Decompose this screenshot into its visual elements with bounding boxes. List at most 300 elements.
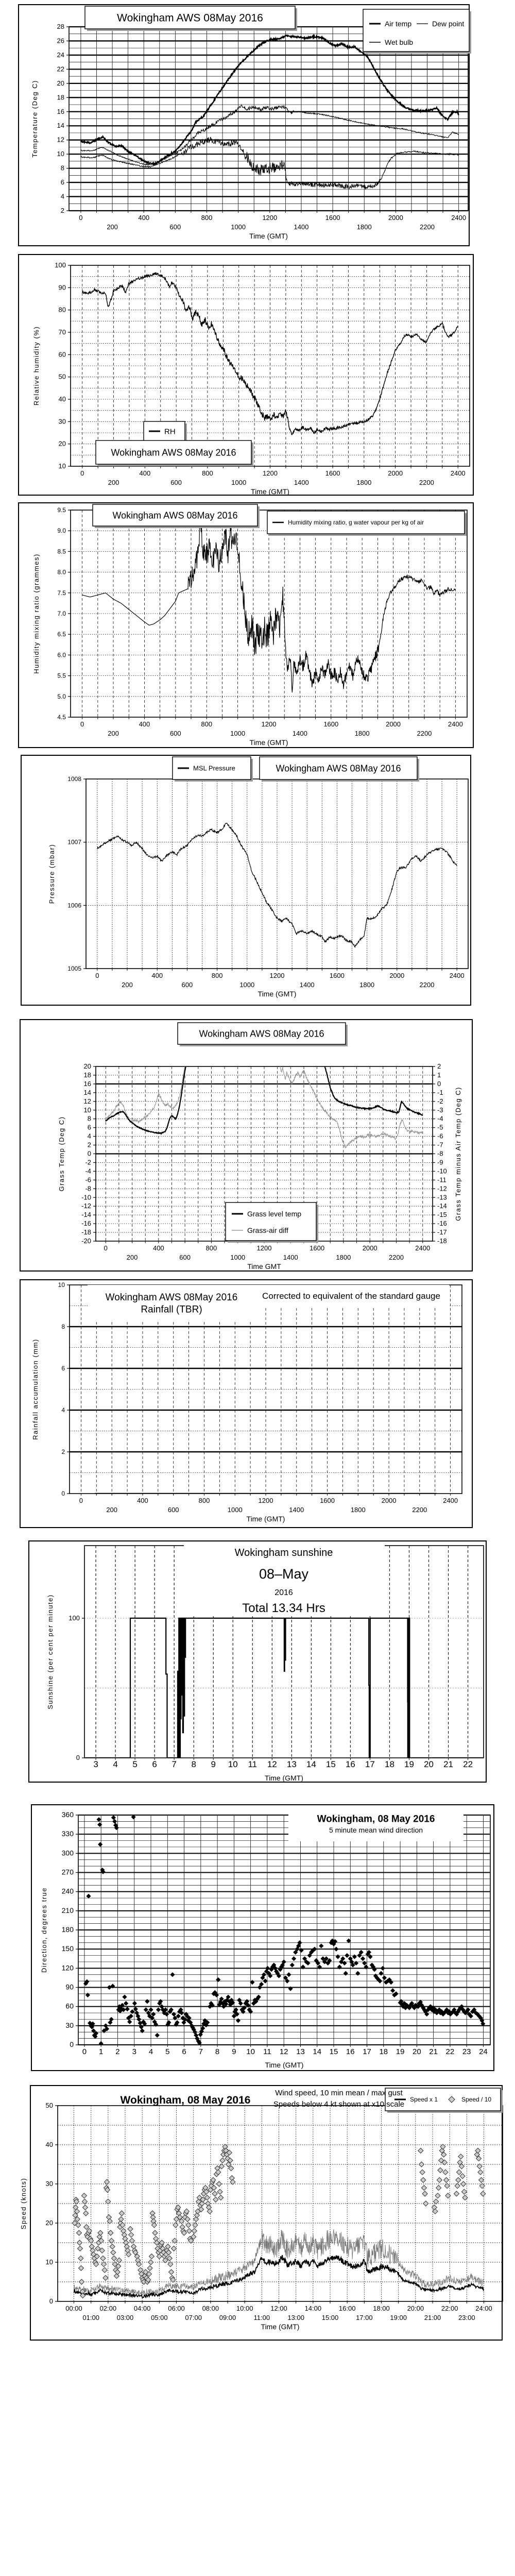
series-group [106, 1055, 423, 1148]
x-tick: 0 [80, 720, 84, 728]
x-tick: 2400 [448, 720, 463, 728]
x-tick: 24:00 [475, 2304, 492, 2312]
box-title: Wokingham AWS 08May 2016 [112, 510, 238, 521]
x-tick: 11 [263, 2047, 271, 2056]
y2-tick: -17 [437, 1228, 447, 1236]
legend-label: Humidity mixing ratio, g water vapour per kg of air [288, 519, 424, 527]
x-tick: 1600 [310, 1244, 325, 1252]
x-tick: 1200 [269, 972, 285, 979]
y-tick: 10 [58, 1281, 65, 1289]
x-tick: 2200 [420, 223, 435, 231]
y-tick: 5.5 [57, 672, 66, 680]
x-tick: 1800 [354, 730, 370, 737]
y-tick: 9.5 [57, 506, 66, 514]
box-title: Wokingham, 08 May 2016 [317, 1814, 435, 1825]
y-tick: 16 [83, 1079, 91, 1088]
x-tick: 19:00 [390, 2314, 407, 2321]
y-tick: 10 [45, 2258, 53, 2266]
x-tick: 8 [191, 1759, 196, 1769]
y2-tick: -14 [437, 1202, 447, 1210]
x-tick: 600 [170, 479, 182, 486]
y-tick: 1007 [67, 838, 81, 846]
x-tick: 24 [479, 2047, 488, 2056]
panel-sunshine [28, 1540, 487, 1783]
y-tick: 330 [61, 1829, 74, 1838]
y-axis-label: Pressure (mbar) [48, 843, 56, 904]
y-tick: 50 [45, 2102, 53, 2109]
y2-tick: -13 [437, 1193, 447, 1201]
x-tick: 12 [279, 2047, 288, 2056]
x-tick: 2400 [443, 1497, 458, 1504]
x-tick: 200 [108, 479, 119, 486]
x-tick: 3 [93, 1759, 98, 1769]
x-tick: 800 [211, 972, 223, 979]
y2-tick: -4 [437, 1114, 443, 1123]
x-tick: 16 [346, 2047, 355, 2056]
x-tick: 21:00 [424, 2314, 441, 2321]
y2-tick: -16 [437, 1219, 447, 1228]
y-tick: 0 [76, 1754, 80, 1761]
x-axis-label: Time (GMT) [258, 990, 297, 998]
y2-tick: -12 [437, 1184, 447, 1193]
x-tick: 18 [385, 1759, 394, 1769]
x-tick: 800 [198, 1497, 210, 1504]
series-Grass-air diff [106, 1055, 423, 1148]
x-tick: 6 [182, 2047, 186, 2056]
y-axis-label: Speed (knots) [20, 2177, 27, 2230]
x-tick: 17:00 [356, 2314, 373, 2321]
x-tick: 0 [79, 214, 83, 222]
y-tick: 8 [60, 164, 64, 172]
x-tick: 800 [202, 469, 213, 477]
x-tick: 04:00 [133, 2304, 151, 2312]
x-tick: 15 [329, 2047, 338, 2056]
y-axis-label: Rainfall accumulation (mm) [31, 1338, 39, 1440]
x-tick: 12:00 [270, 2304, 287, 2312]
x-tick: 13 [286, 1759, 297, 1769]
x-tick: 1000 [227, 1506, 243, 1514]
grid [69, 27, 468, 213]
x-tick: 1400 [289, 1506, 304, 1514]
y-tick: -14 [81, 1211, 91, 1219]
x-tick: 400 [152, 1244, 164, 1252]
x-tick: 2000 [388, 469, 403, 477]
x-tick: 0 [104, 1244, 108, 1252]
x-tick: 1600 [323, 720, 339, 728]
legend-label: Grass level temp [247, 1209, 302, 1218]
x-tick: 6 [152, 1759, 157, 1769]
x-tick: 2200 [419, 981, 435, 989]
y-tick: 12 [83, 1097, 91, 1105]
x-tick: 0 [80, 469, 84, 477]
y-tick: 2 [87, 1141, 91, 1149]
x-tick: 1400 [283, 1253, 298, 1261]
chart-text: 2016 [274, 1588, 293, 1597]
y-tick: 8 [87, 1114, 91, 1123]
x-tick: 16 [345, 1759, 355, 1769]
x-tick: 2200 [417, 730, 432, 737]
y-tick: 20 [45, 2219, 53, 2227]
x-tick: 1400 [294, 479, 309, 486]
x-tick: 2 [115, 2047, 120, 2056]
x-tick: 1000 [239, 981, 255, 989]
x-axis-label: Time (GMT) [251, 487, 289, 496]
x-tick: 2200 [389, 1253, 404, 1261]
y-tick: -2 [85, 1158, 91, 1166]
y2-tick: -18 [437, 1237, 447, 1245]
x-tick: 1000 [230, 1253, 246, 1261]
y-tick: 4 [87, 1132, 91, 1140]
x-tick: 01:00 [82, 2314, 99, 2321]
y-tick: 14 [83, 1088, 91, 1096]
x-tick: 10 [228, 1759, 238, 1769]
x-tick: 600 [169, 223, 181, 231]
chart-canvas-wind-speed [20, 2086, 502, 2340]
y-tick: -12 [81, 1202, 91, 1210]
y2-tick: 2 [437, 1062, 441, 1070]
x-tick: 21 [443, 1759, 454, 1769]
panel-air-temperature [18, 4, 470, 246]
x-tick: 2200 [419, 479, 434, 486]
x-tick: 2400 [449, 972, 465, 979]
x-axis-label: Time (GMT) [249, 232, 288, 240]
legend-label: Grass-air diff [247, 1226, 288, 1234]
x-tick: 9 [211, 1759, 216, 1769]
x-tick: 02:00 [99, 2304, 117, 2312]
x-tick: 1800 [350, 1506, 366, 1514]
x-tick: 1600 [325, 214, 340, 222]
y2-tick: -1 [437, 1088, 443, 1096]
x-tick: 2400 [450, 469, 466, 477]
y-tick: 9.0 [57, 527, 66, 535]
y-tick: -10 [81, 1193, 91, 1201]
x-tick: 16:00 [338, 2304, 356, 2312]
x-tick: 06:00 [168, 2304, 185, 2312]
y-tick: 270 [61, 1868, 74, 1876]
chart-text: 08–May [259, 1566, 309, 1582]
y-tick: 26 [57, 37, 64, 45]
legend-box [363, 9, 469, 52]
box-title: Wokingham AWS 08May 2016 [111, 447, 236, 458]
y-tick: 2 [60, 207, 64, 214]
grid [58, 2106, 503, 2303]
chart-text: Wokingham, 08 May 2016 [120, 2094, 251, 2106]
panel-wind-speed [20, 2085, 503, 2341]
x-tick: 23 [462, 2047, 471, 2056]
x-tick: 7 [198, 2047, 203, 2056]
y-tick: 80 [58, 306, 66, 314]
y-tick: 7.5 [57, 589, 66, 597]
y2-tick: -15 [437, 1211, 447, 1219]
y-tick: 10 [58, 462, 66, 470]
x-tick: 600 [169, 730, 181, 737]
y2-tick: -11 [437, 1176, 447, 1184]
box-title: Wokingham AWS 08May 2016 [117, 12, 263, 24]
y-tick: 40 [45, 2141, 53, 2148]
x-tick: 20 [424, 1759, 434, 1769]
y-tick: 20 [83, 1062, 91, 1070]
y-tick: -8 [85, 1184, 91, 1193]
chart-canvas-rainfall [21, 1280, 472, 1527]
y-tick: 20 [58, 439, 66, 448]
y-tick: 4 [61, 1406, 65, 1414]
text-box [88, 1285, 255, 1321]
y-tick: 210 [61, 1906, 74, 1914]
chart-canvas-relative-humidity [19, 255, 473, 495]
y2-tick: -3 [437, 1106, 443, 1114]
panel-humidity-mixing-ratio [18, 502, 474, 748]
legend-label: Dew point [432, 19, 465, 28]
x-tick: 4 [113, 1759, 118, 1769]
x-tick: 23:00 [458, 2314, 475, 2321]
y-tick: 10 [83, 1106, 91, 1114]
x-tick: 1200 [263, 469, 278, 477]
box-title: Wokingham AWS 08May 2016 [199, 1028, 324, 1039]
x-tick: 1600 [325, 469, 340, 477]
y-tick: -4 [85, 1167, 91, 1175]
legend-label: Air temp [385, 19, 412, 28]
chart-canvas-wind-direction [32, 1805, 493, 2070]
chart-canvas-sunshine [29, 1541, 486, 1782]
panel-grass-temperature [20, 1019, 473, 1272]
x-tick: 03:00 [116, 2314, 134, 2321]
legend-label: Speed x 1 [410, 2096, 438, 2104]
x-tick: 1200 [258, 1497, 273, 1504]
x-tick: 18:00 [373, 2304, 390, 2312]
y-tick: 30 [65, 2021, 74, 2029]
y-tick: 0 [70, 2040, 74, 2048]
x-tick: 5 [132, 1759, 138, 1769]
x-tick: 2000 [362, 1244, 377, 1252]
axes [32, 506, 463, 747]
y-tick: 1008 [67, 775, 81, 783]
y-tick: 150 [61, 1944, 74, 1953]
grid [78, 1815, 490, 2047]
box-title: Rainfall (TBR) [141, 1304, 202, 1315]
x-tick: 200 [106, 1506, 118, 1514]
panel-msl-pressure [21, 755, 471, 1006]
box-title: Corrected to equivalent of the standard gauge [262, 1291, 440, 1301]
x-tick: 05:00 [151, 2314, 168, 2321]
x-tick: 19 [404, 1759, 414, 1769]
chart-canvas-grass-temperature [21, 1020, 472, 1270]
chart-canvas-air-temperature [19, 5, 469, 245]
x-tick: 12 [267, 1759, 277, 1769]
x-tick: 3 [132, 2047, 136, 2056]
y2-tick: -7 [437, 1141, 443, 1149]
chart-text: Speeds below 4 kt shown at x10 scale [273, 2100, 405, 2109]
x-tick: 09:00 [219, 2314, 236, 2321]
x-tick: 1800 [356, 479, 372, 486]
x-tick: 800 [205, 1244, 217, 1252]
legend-label: MSL Pressure [193, 764, 235, 772]
y2-tick: 1 [437, 1071, 441, 1079]
y-tick: 22 [57, 65, 64, 73]
y-tick: 6 [87, 1123, 91, 1131]
x-axis-label: Time GMT [247, 1262, 281, 1270]
y-tick: 300 [61, 1849, 74, 1857]
y-tick: 10 [57, 150, 64, 158]
x-tick: 22 [463, 1759, 473, 1769]
x-tick: 400 [139, 469, 151, 477]
x-tick: 2000 [389, 972, 405, 979]
x-tick: 1400 [299, 981, 315, 989]
x-tick: 11:00 [253, 2314, 270, 2321]
y-tick: 180 [61, 1925, 74, 1934]
x-tick: 11 [248, 1759, 258, 1769]
y-tick: 90 [58, 283, 66, 292]
y-axis-label: Temperature (Deg C) [31, 80, 39, 158]
y-tick: 50 [58, 372, 66, 381]
x-axis-label: Time (GMT) [246, 1515, 285, 1523]
y-axis-label: Relative humidity (%) [32, 326, 40, 406]
y-tick: 0 [49, 2297, 53, 2305]
x-tick: 13:00 [287, 2314, 304, 2321]
y-axis-label: Sunshine (per cent per minute) [46, 1594, 54, 1709]
x-tick: 2200 [412, 1506, 427, 1514]
y-tick: 40 [58, 395, 66, 403]
x-tick: 17 [365, 1759, 375, 1769]
x-tick: 600 [181, 981, 193, 989]
x-tick: 1800 [336, 1253, 351, 1261]
y-tick: 4 [60, 192, 64, 200]
x-axis-label: Time (GMT) [265, 1774, 303, 1782]
y2-tick: -10 [437, 1167, 447, 1175]
x-tick: 08:00 [202, 2304, 219, 2312]
x-tick: 1200 [256, 1244, 272, 1252]
x-tick: 00:00 [65, 2304, 82, 2312]
legend-box [226, 1202, 316, 1241]
y-tick: 8.5 [57, 548, 66, 555]
y-tick: -16 [81, 1219, 91, 1228]
y-tick: 1005 [67, 965, 81, 972]
x-tick: 2000 [388, 214, 403, 222]
y-tick: 360 [61, 1810, 74, 1819]
x-tick: 13 [296, 2047, 305, 2056]
x-tick: 200 [126, 1253, 138, 1261]
y-tick: 12 [57, 135, 64, 144]
x-axis-label: Time (GMT) [261, 2323, 300, 2331]
y-tick: 8.0 [57, 568, 66, 576]
x-tick: 14 [306, 1759, 316, 1769]
y-tick: 0 [87, 1149, 91, 1158]
x-tick: 10 [246, 2047, 255, 2056]
x-tick: 10:00 [236, 2304, 253, 2312]
x-tick: 5 [165, 2047, 170, 2056]
y-tick: 14 [57, 122, 64, 130]
x-tick: 1200 [261, 720, 277, 728]
x-tick: 0 [95, 972, 99, 979]
axes [20, 2102, 492, 2331]
y-tick: 60 [58, 350, 66, 359]
y-tick: 70 [58, 328, 66, 336]
x-tick: 1000 [231, 479, 247, 486]
x-tick: 14 [313, 2047, 322, 2056]
y-tick: 1006 [67, 902, 81, 909]
x-tick: 9 [232, 2047, 236, 2056]
panel-rainfall [20, 1279, 473, 1528]
x-tick: 1800 [356, 223, 372, 231]
y-axis-label: Direction, degrees true [40, 1887, 48, 1973]
legend-label: RH [164, 427, 176, 436]
x-tick: 200 [122, 981, 133, 989]
x-tick: 19 [396, 2047, 405, 2056]
x-tick: 2000 [386, 720, 401, 728]
y-tick: 60 [65, 2002, 74, 2010]
box-title: Wokingham AWS 08May 2016 [276, 763, 401, 774]
x-tick: 14:00 [304, 2304, 322, 2312]
x-tick: 1200 [262, 214, 278, 222]
y-tick: -20 [81, 1237, 91, 1245]
x-tick: 4 [148, 2047, 153, 2056]
x-tick: 400 [137, 1497, 148, 1504]
x-tick: 600 [179, 1253, 191, 1261]
y2-tick: -8 [437, 1149, 443, 1158]
chart-text: Wokingham sunshine [234, 1547, 333, 1558]
x-tick: 8 [215, 2047, 220, 2056]
y-tick: 30 [58, 417, 66, 426]
y-tick: 0 [61, 1490, 65, 1497]
grid [86, 779, 468, 971]
y-tick: 8 [61, 1323, 65, 1330]
x-tick: 2400 [415, 1244, 431, 1252]
x-tick: 20 [413, 2047, 421, 2056]
chart-text: Wind speed, 10 min mean / max gust [275, 2089, 403, 2097]
y-tick: 90 [65, 1982, 74, 1991]
y2-tick: -5 [437, 1123, 443, 1131]
x-tick: 1600 [329, 972, 345, 979]
x-tick: 200 [108, 730, 119, 737]
x-tick: 1400 [292, 730, 307, 737]
x-tick: 18 [379, 2047, 388, 2056]
x-tick: 200 [107, 223, 118, 231]
box-title: Wokingham AWS 08May 2016 [105, 1292, 238, 1303]
y-tick: 20 [57, 79, 64, 87]
y2-tick: -6 [437, 1132, 443, 1140]
axes [48, 775, 465, 998]
y-tick: 6 [60, 178, 64, 187]
x-tick: 0 [79, 1497, 83, 1504]
y-axis-label: Humidity mixing ratio (grammes) [32, 553, 40, 674]
x-tick: 400 [151, 972, 163, 979]
grid [71, 265, 470, 468]
y-tick: 18 [57, 93, 64, 101]
y2-axis-label: Grass Temp minus Air Temp (Deg C) [454, 1087, 462, 1221]
x-tick: 1400 [294, 223, 309, 231]
x-tick: 15:00 [321, 2314, 339, 2321]
x-tick: 2000 [381, 1497, 397, 1504]
x-tick: 800 [201, 214, 213, 222]
y2-tick: 0 [437, 1079, 441, 1088]
y-tick: 5.0 [57, 692, 66, 700]
x-tick: 21 [429, 2047, 438, 2056]
panel-relative-humidity [18, 254, 474, 496]
x-tick: 22 [445, 2047, 455, 2056]
x-tick: 1 [99, 2047, 104, 2056]
x-tick: 400 [139, 720, 150, 728]
y-tick: -18 [81, 1228, 91, 1236]
x-tick: 0 [82, 2047, 87, 2056]
chart-canvas-humidity-mixing-ratio [19, 503, 473, 747]
x-axis-label: Time (GMT) [249, 738, 288, 747]
x-tick: 1600 [320, 1497, 335, 1504]
y-tick: 30 [45, 2180, 53, 2188]
x-tick: 1000 [231, 223, 246, 231]
box-title: 5 minute mean wind direction [329, 1825, 423, 1834]
legend-label: Wet bulb [385, 38, 413, 46]
y-tick: 240 [61, 1887, 74, 1895]
y-axis-label: Grass Temp (Deg C) [58, 1116, 65, 1192]
